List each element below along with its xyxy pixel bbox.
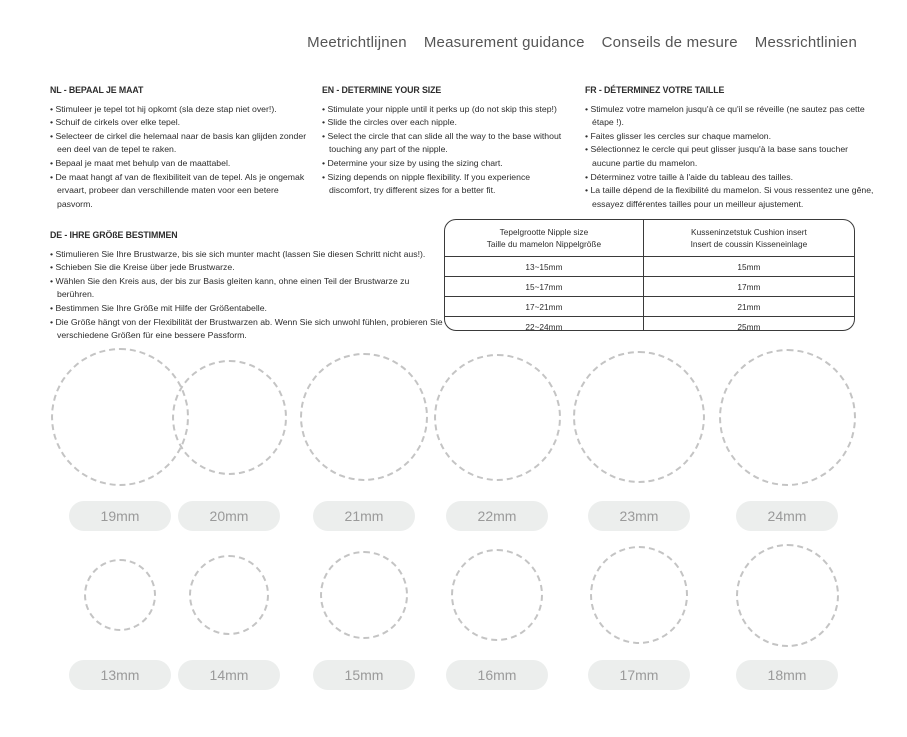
list-item: • Stimulez votre mamelon jusqu'à ce qu'il se réveille (ne sautez pas cette étape !). [585, 103, 875, 130]
language-titles [307, 34, 857, 51]
list-item: • Select the circle that can slide all the way to the base without touching any part of the nipple. [322, 130, 567, 157]
sizing-circles [0, 350, 907, 730]
section-en [322, 84, 567, 198]
sizing-circle-20mm [172, 360, 287, 475]
list-item: • Bepaal je maat met behulp van de maattabel. [50, 157, 308, 171]
section-de-heading: DE - IHRE GRÖßE BESTIMMEN [50, 230, 178, 240]
list-item: • Déterminez votre taille à l'aide du tableau des tailles. [585, 171, 875, 185]
list-item: • Determine your size by using the sizing chart. [322, 157, 567, 171]
sizing-circle-18mm [736, 544, 839, 647]
section-de-list [50, 248, 445, 343]
nipple-size-cell: 13~15mm [445, 257, 643, 277]
list-item: • Selecteer de cirkel die helemaal naar de basis kan glijden zonder een deel van de tepel te raken. [50, 130, 308, 157]
size-label-24mm: 24mm [736, 501, 838, 531]
size-label-15mm: 15mm [313, 660, 415, 690]
list-item: • Stimulieren Sie Ihre Brustwarze, bis sie sich munter macht (lassen Sie diesen Schritt nicht aus!). [50, 248, 445, 262]
sizing-circle-21mm [300, 353, 428, 481]
nipple-size-cell: 17~21mm [445, 297, 643, 317]
sizing-circle-15mm [320, 551, 408, 639]
nipple-size-cell: 15~17mm [445, 277, 643, 297]
table-header-row [445, 220, 854, 257]
nipple-size-cell: 22~24mm [445, 317, 643, 332]
sizing-circle-19mm [51, 348, 189, 486]
table-row [445, 317, 854, 332]
size-label-18mm: 18mm [736, 660, 838, 690]
insert-size-cell: 25mm [737, 321, 761, 331]
nipple-size-header [445, 220, 643, 257]
cushion-insert-header-line2: Insert de coussin Kisseneinlage [690, 238, 808, 249]
list-item: • Schieben Sie die Kreise über jede Brustwarze. [50, 261, 445, 275]
size-label-13mm: 13mm [69, 660, 171, 690]
sizing-circle-16mm [451, 549, 543, 641]
section-en-list [322, 103, 567, 198]
list-item: • Slide the circles over each nipple. [322, 116, 567, 130]
sizing-circle-13mm [84, 559, 156, 631]
section-fr-list [585, 103, 875, 212]
table-row [445, 277, 854, 297]
list-item: • Die Größe hängt von der Flexibilität der Brustwarzen ab. Wenn Sie sich unwohl fühlen, probieren Sie verschiedene Größen für eine bessere Passform. [50, 316, 445, 343]
list-item: • Sizing depends on nipple flexibility. If you experience discomfort, try different sizes for a better fit. [322, 171, 567, 198]
section-en-heading: EN - DETERMINE YOUR SIZE [322, 85, 442, 95]
section-nl-list [50, 103, 308, 212]
size-label-21mm: 21mm [313, 501, 415, 531]
insert-size-cell: 17mm [643, 277, 854, 297]
title-fr: Conseils de mesure [601, 34, 738, 51]
list-item: • Bestimmen Sie Ihre Größe mit Hilfe der Größentabelle. [50, 302, 445, 316]
sizing-circle-24mm [719, 349, 856, 486]
sizing-table [444, 219, 855, 331]
list-item: • Stimulate your nipple until it perks up (do not skip this step!) [322, 103, 567, 117]
title-nl: Meetrichtlijnen [307, 34, 407, 51]
sizing-circle-17mm [590, 546, 688, 644]
title-de: Messrichtlinien [754, 34, 857, 51]
nipple-size-header-line1: Tepelgrootte Nipple size [499, 226, 589, 237]
section-fr [585, 84, 875, 211]
title-en: Measurement guidance [423, 34, 585, 51]
section-de [50, 229, 445, 343]
list-item: • Faites glisser les cercles sur chaque mamelon. [585, 130, 875, 144]
size-label-16mm: 16mm [446, 660, 548, 690]
sizing-circle-14mm [189, 555, 269, 635]
cushion-insert-header [643, 220, 854, 257]
list-item: • Schuif de cirkels over elke tepel. [50, 116, 308, 130]
insert-size-cell: 21mm [643, 297, 854, 317]
size-label-20mm: 20mm [178, 501, 280, 531]
list-item: • De maat hangt af van de flexibiliteit van de tepel. Als je ongemak ervaart, probeer dan verschillende maten voor een betere pasvorm. [50, 171, 308, 212]
size-label-14mm: 14mm [178, 660, 280, 690]
sizing-circle-22mm [434, 354, 561, 481]
list-item: • Stimuleer je tepel tot hij opkomt (sla deze stap niet over!). [50, 103, 308, 117]
sizing-circle-23mm [573, 351, 705, 483]
list-item: • Wählen Sie den Kreis aus, der bis zur Basis gleiten kann, ohne einen Teil der Brustwarze zu berühren. [50, 275, 445, 302]
section-fr-heading: FR - DÉTERMINEZ VOTRE TAILLE [585, 85, 725, 95]
nipple-size-header-line2: Taille du mamelon Nippelgröße [486, 238, 602, 249]
size-label-19mm: 19mm [69, 501, 171, 531]
section-nl [50, 84, 308, 211]
cushion-insert-header-line1: Kusseninzetstuk Cushion insert [691, 226, 807, 237]
insert-size-cell: 15mm [643, 257, 854, 277]
table-row [445, 257, 854, 277]
size-label-23mm: 23mm [588, 501, 690, 531]
size-label-22mm: 22mm [446, 501, 548, 531]
list-item: • La taille dépend de la flexibilité du mamelon. Si vous ressentez une gêne, essayez différentes tailles pour un meilleur ajustement. [585, 184, 875, 211]
table-row [445, 297, 854, 317]
list-item: • Sélectionnez le cercle qui peut glisser jusqu'à la base sans toucher aucune partie du mamelon. [585, 143, 875, 170]
section-nl-heading: NL - BEPAAL JE MAAT [50, 85, 144, 95]
size-label-17mm: 17mm [588, 660, 690, 690]
